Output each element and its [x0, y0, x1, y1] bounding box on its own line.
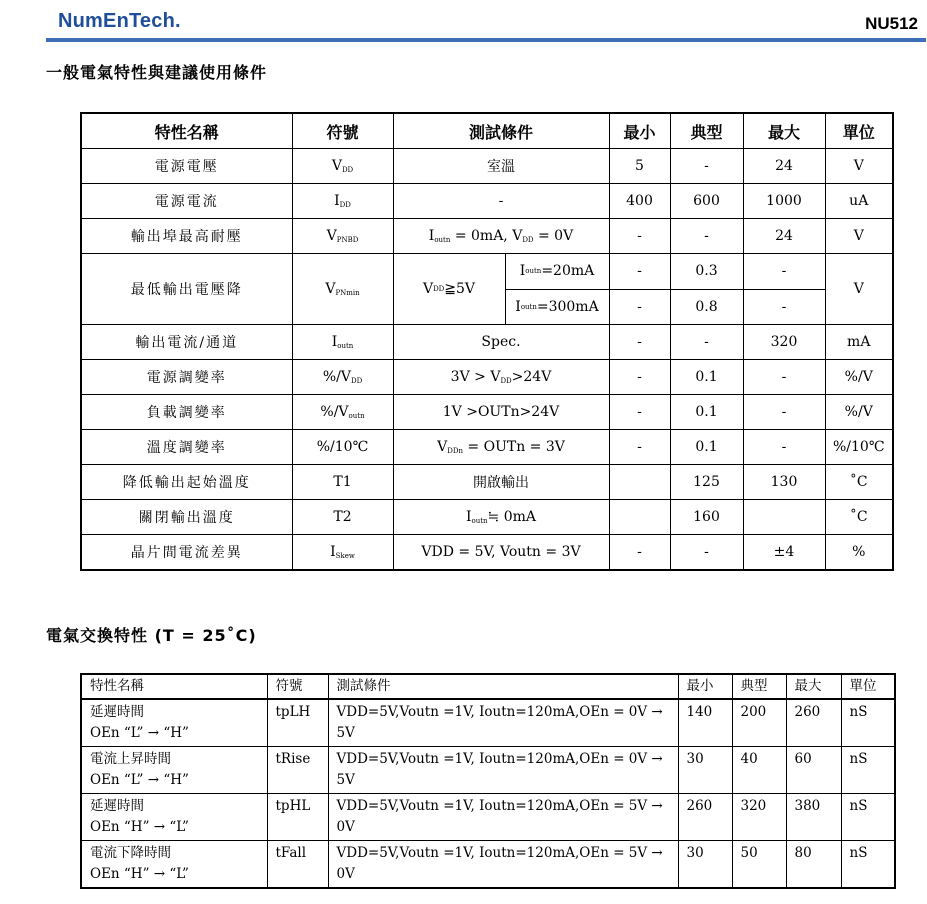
- param-name: 溫度調變率: [81, 430, 292, 465]
- table-row: [81, 841, 895, 889]
- header-rule: [46, 38, 926, 42]
- test-condition: Spec.: [393, 325, 609, 360]
- typ-value: 0.1: [670, 395, 743, 430]
- table-row: [81, 535, 893, 571]
- unit: mA: [825, 325, 893, 360]
- condition-supply: V DD ≧5V: [394, 254, 506, 324]
- max-value: 24: [743, 219, 825, 254]
- table-row: [81, 794, 895, 841]
- test-condition: $I_{outn} = 0mA$, $V_{DD} = 0V$: [393, 219, 609, 254]
- typ-value: 0.3: [670, 254, 743, 290]
- page-header: [46, 6, 926, 42]
- param-symbol: T1: [292, 465, 393, 500]
- column-header: 最大: [743, 113, 825, 149]
- param-name: 最低輸出電壓降: [81, 254, 292, 325]
- unit: %: [825, 535, 893, 571]
- min-value: 30: [678, 747, 732, 794]
- min-value: -: [609, 395, 670, 430]
- table-row: [81, 360, 893, 395]
- min-value: -: [609, 535, 670, 571]
- min-value: -: [609, 219, 670, 254]
- param-symbol: $V_{DD}$: [292, 149, 393, 184]
- min-value: 30: [678, 841, 732, 889]
- param-name: 電源調變率: [81, 360, 292, 395]
- table-row: [81, 395, 893, 430]
- max-value: -: [743, 360, 825, 395]
- max-value: 24: [743, 149, 825, 184]
- document-number: NU512: [865, 14, 918, 33]
- column-header: 符號: [267, 674, 328, 699]
- min-value: 400: [609, 184, 670, 219]
- typ-value: 320: [732, 794, 786, 841]
- table-row: [81, 325, 893, 360]
- param-name: 延遲時間 OEn “L” → “H”: [81, 699, 267, 747]
- min-value: -: [609, 430, 670, 465]
- unit: uA: [825, 184, 893, 219]
- typ-value: 160: [670, 500, 743, 535]
- unit: V: [825, 219, 893, 254]
- param-name: 輸出電流/通道: [81, 325, 292, 360]
- unit: nS: [841, 747, 895, 794]
- table-row: [81, 184, 893, 219]
- table-header-row: [81, 113, 893, 149]
- param-symbol: $I_{Skew}$: [292, 535, 393, 571]
- param-name: 關閉輸出溫度: [81, 500, 292, 535]
- max-value: 260: [786, 699, 841, 747]
- min-value: [609, 465, 670, 500]
- test-condition: $I_{outn}≒$ 0mA: [393, 500, 609, 535]
- table-row: [81, 149, 893, 184]
- unit: %/10℃: [825, 430, 893, 465]
- min-value: -: [609, 325, 670, 360]
- param-symbol: $\%/V_{outn}$: [292, 395, 393, 430]
- typ-value: 0.1: [670, 430, 743, 465]
- column-header: 測試條件: [393, 113, 609, 149]
- param-name: 電流上昇時間 OEn “L” → “H”: [81, 747, 267, 794]
- max-value: [743, 500, 825, 535]
- column-header: 典型: [732, 674, 786, 699]
- min-value: [609, 500, 670, 535]
- typ-value: 0.8: [670, 289, 743, 325]
- column-header: 單位: [841, 674, 895, 699]
- unit: nS: [841, 841, 895, 889]
- test-condition: VDD=5V,Voutn =1V, Ioutn=120mA,OEn = 5V → 0V: [328, 841, 678, 889]
- min-value: 140: [678, 699, 732, 747]
- table-row: [81, 465, 893, 500]
- max-value: 60: [786, 747, 841, 794]
- column-header: 特性名稱: [81, 113, 292, 149]
- column-header: 特性名稱: [81, 674, 267, 699]
- unit: ˚C: [825, 500, 893, 535]
- max-value: -: [743, 395, 825, 430]
- param-symbol: %/10℃: [292, 430, 393, 465]
- typ-value: 40: [732, 747, 786, 794]
- min-value: -: [609, 289, 670, 325]
- test-condition: 開啟輸出: [393, 465, 609, 500]
- column-header: 典型: [670, 113, 743, 149]
- table-row: [81, 430, 893, 465]
- typ-value: 0.1: [670, 360, 743, 395]
- column-header: 最小: [609, 113, 670, 149]
- param-symbol: $V_{PNmin}$: [292, 254, 393, 325]
- param-name: 降低輸出起始溫度: [81, 465, 292, 500]
- typ-value: -: [670, 219, 743, 254]
- column-header: 最小: [678, 674, 732, 699]
- param-symbol: tRise: [267, 747, 328, 794]
- param-name: 電源電流: [81, 184, 292, 219]
- test-condition: VDD = 5V, Voutn = 3V: [393, 535, 609, 571]
- test-condition: [393, 254, 609, 325]
- param-symbol: tpHL: [267, 794, 328, 841]
- param-name: 電源電壓: [81, 149, 292, 184]
- typ-value: 600: [670, 184, 743, 219]
- max-value: -: [743, 430, 825, 465]
- param-symbol: $I_{outn}$: [292, 325, 393, 360]
- table-row: [81, 747, 895, 794]
- test-condition: 1V >OUTn>24V: [393, 395, 609, 430]
- unit: nS: [841, 699, 895, 747]
- min-value: 5: [609, 149, 670, 184]
- max-value: 380: [786, 794, 841, 841]
- company-logo: NumEnTech.: [58, 10, 181, 32]
- general-characteristics-table: [80, 112, 894, 571]
- section-title-general: 一般電氣特性與建議使用條件: [46, 63, 268, 82]
- max-value: ±4: [743, 535, 825, 571]
- param-name: 延遲時間 OEn “H” → “L”: [81, 794, 267, 841]
- max-value: 1000: [743, 184, 825, 219]
- column-header: 最大: [786, 674, 841, 699]
- test-condition: $V_{DDn}$ = OUTn = 3V: [393, 430, 609, 465]
- typ-value: -: [670, 535, 743, 571]
- max-value: 80: [786, 841, 841, 889]
- unit: %/V: [825, 395, 893, 430]
- max-value: 130: [743, 465, 825, 500]
- test-condition: 室溫: [393, 149, 609, 184]
- condition-current-low: I outn =20mA: [506, 254, 609, 290]
- unit: %/V: [825, 360, 893, 395]
- param-symbol: tpLH: [267, 699, 328, 747]
- column-header: 單位: [825, 113, 893, 149]
- column-header: 測試條件: [328, 674, 678, 699]
- param-symbol: T2: [292, 500, 393, 535]
- switching-characteristics-table: [80, 673, 896, 889]
- table-row: [81, 254, 893, 290]
- test-condition: -: [393, 184, 609, 219]
- max-value: -: [743, 254, 825, 290]
- param-symbol: $I_{DD}$: [292, 184, 393, 219]
- param-name: 負載調變率: [81, 395, 292, 430]
- typ-value: -: [670, 149, 743, 184]
- unit: ˚C: [825, 465, 893, 500]
- table-row: [81, 500, 893, 535]
- condition-current-high: I outn =300mA: [515, 298, 599, 315]
- unit: nS: [841, 794, 895, 841]
- test-condition: VDD=5V,Voutn =1V, Ioutn=120mA,OEn = 0V → 5V: [328, 699, 678, 747]
- test-condition: $3V > V_{DD}>24V$: [393, 360, 609, 395]
- param-symbol: $V_{PNBD}$: [292, 219, 393, 254]
- table-row: [81, 219, 893, 254]
- unit: V: [825, 149, 893, 184]
- test-condition: VDD=5V,Voutn =1V, Ioutn=120mA,OEn = 5V → 0V: [328, 794, 678, 841]
- max-value: -: [743, 289, 825, 325]
- max-value: 320: [743, 325, 825, 360]
- param-name: 晶片間電流差異: [81, 535, 292, 571]
- unit: V: [825, 254, 893, 325]
- typ-value: 125: [670, 465, 743, 500]
- min-value: 260: [678, 794, 732, 841]
- typ-value: 50: [732, 841, 786, 889]
- param-symbol: tFall: [267, 841, 328, 889]
- typ-value: -: [670, 325, 743, 360]
- test-condition: VDD=5V,Voutn =1V, Ioutn=120mA,OEn = 0V → 5V: [328, 747, 678, 794]
- param-name: 電流下降時間 OEn “H” → “L”: [81, 841, 267, 889]
- typ-value: 200: [732, 699, 786, 747]
- section-title-switching: 電氣交換特性 (T = 25˚C): [46, 626, 257, 645]
- param-name: 輸出埠最高耐壓: [81, 219, 292, 254]
- column-header: 符號: [292, 113, 393, 149]
- table-row: [81, 699, 895, 747]
- param-symbol: $\%/V_{DD}$: [292, 360, 393, 395]
- min-value: -: [609, 360, 670, 395]
- table-header-row: [81, 674, 895, 699]
- min-value: -: [609, 254, 670, 290]
